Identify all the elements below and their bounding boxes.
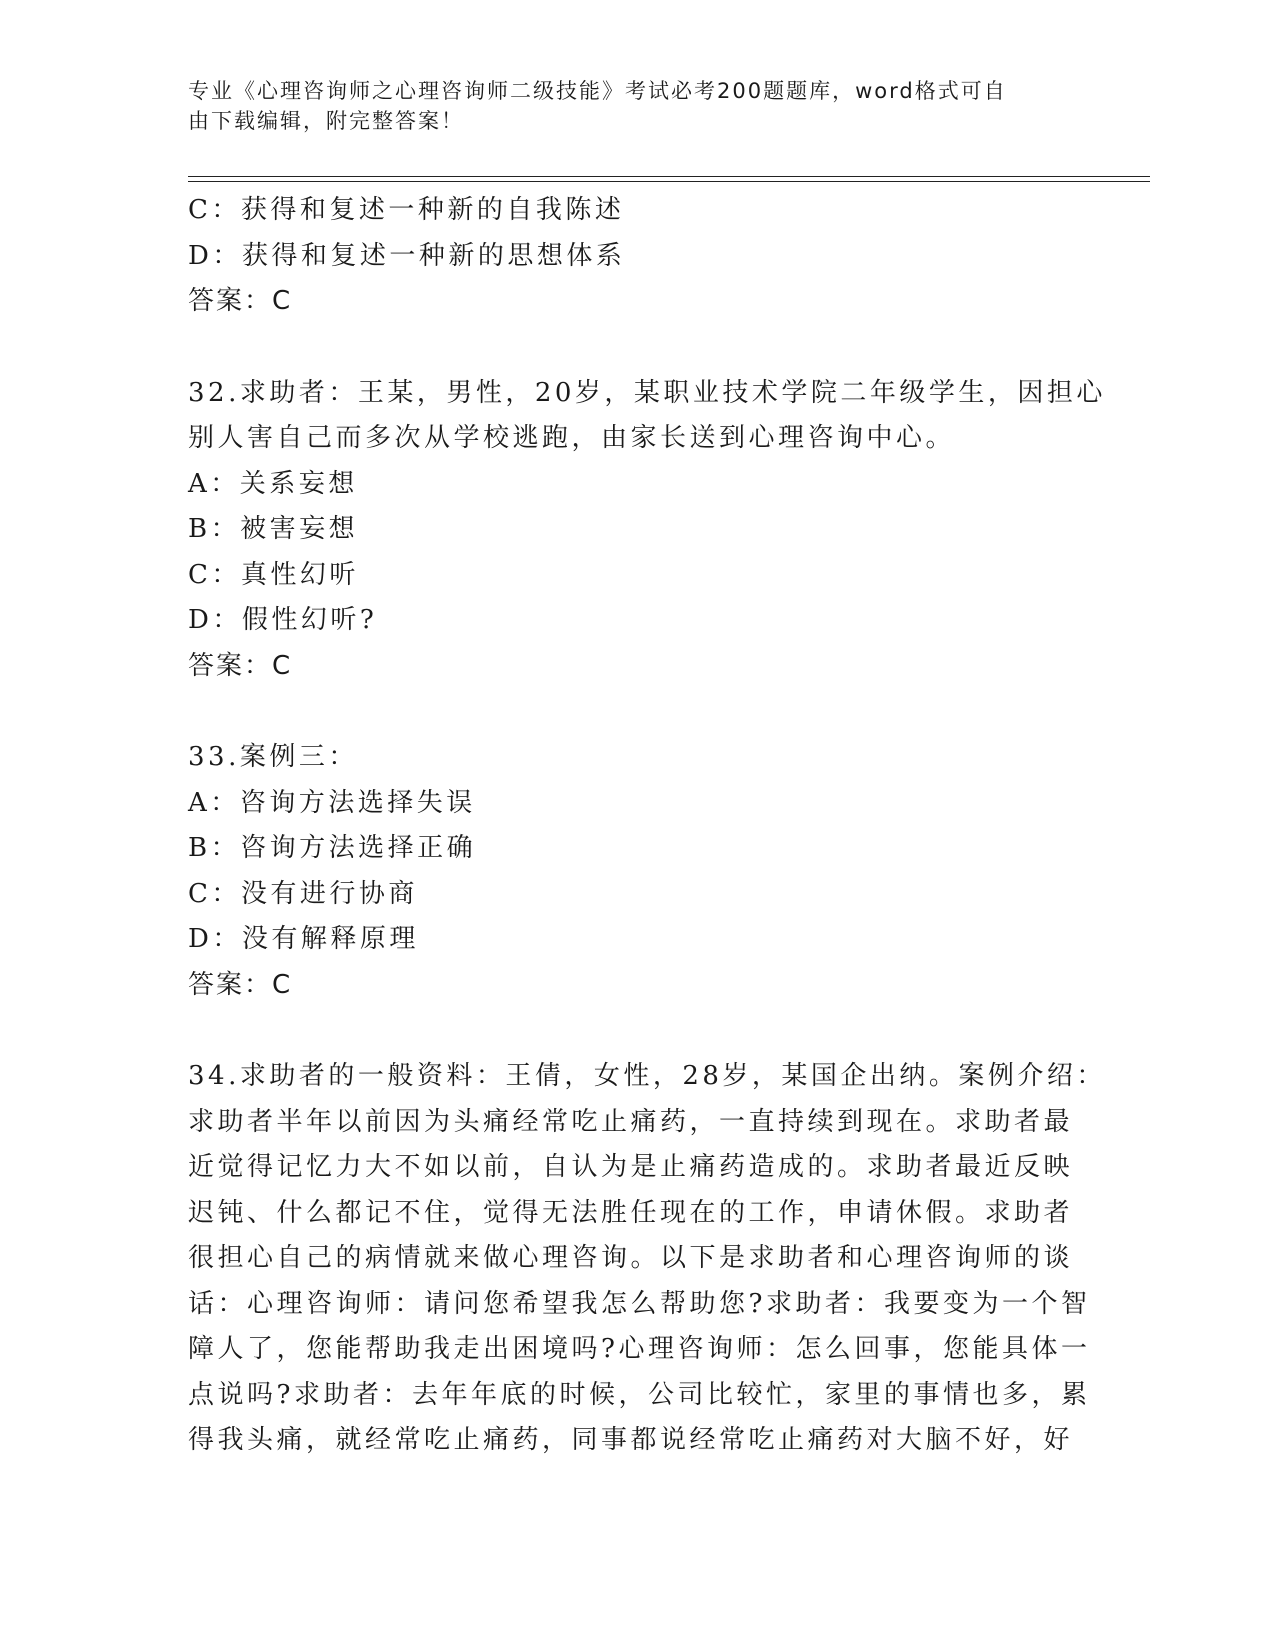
question-33-block	[188, 735, 1088, 1008]
q33-option-b: B：咨询方法选择正确	[188, 833, 477, 863]
q32-option-d: D：假性幻听?	[188, 605, 378, 635]
q32-stem-line-2: 别人害自己而多次从学校逃跑，由家长送到心理咨询中心。	[188, 423, 956, 453]
spacer	[188, 325, 1088, 371]
q33-option-d: D：没有解释原理	[188, 924, 419, 954]
question-31-block	[188, 188, 1088, 325]
header-divider-bottom	[188, 181, 1150, 182]
q32-option-c: C：真性幻听	[188, 559, 359, 590]
spacer	[188, 1008, 1088, 1054]
question-content	[188, 188, 1106, 1464]
q31-answer: 答案：C	[188, 286, 293, 316]
question-34-block	[188, 1054, 1106, 1464]
q34-stem-line: 近觉得记忆力大不如以前，自认为是止痛药造成的。求助者最近反映	[188, 1152, 1074, 1182]
q34-stem-line: 话：心理咨询师：请问您希望我怎么帮助您?求助者：我要变为一个智	[188, 1288, 1091, 1319]
header-line-1: 专业《心理咨询师之心理咨询师二级技能》考试必考200题题库，word格式可自	[188, 79, 1007, 103]
q32-stem-line-1: 32.求助者：王某，男性，20岁，某职业技术学院二年级学生，因担心	[188, 377, 1106, 408]
q32-answer: 答案：C	[188, 650, 293, 681]
question-32-block	[188, 371, 1106, 690]
q33-answer: 答案：C	[188, 969, 293, 1000]
q34-stem-line: 迟钝、什么都记不住，觉得无法胜任现在的工作，申请休假。求助者	[188, 1197, 1074, 1228]
header-line-2: 由下载编辑，附完整答案！	[188, 109, 464, 133]
q32-option-a: A：关系妄想	[188, 468, 358, 499]
q34-stem-line: 34.求助者的一般资料：王倩，女性，28岁，某国企出纳。案例介绍：	[188, 1061, 1106, 1091]
q33-option-a: A：咨询方法选择失误	[188, 787, 476, 818]
q34-stem-line: 得我头痛，就经常吃止痛药，同事都说经常吃止痛药对大脑不好，好	[188, 1425, 1074, 1455]
header-divider-top	[188, 176, 1150, 177]
spacer	[188, 689, 1088, 735]
q34-stem-line: 求助者半年以前因为头痛经常吃止痛药，一直持续到现在。求助者最	[188, 1106, 1074, 1137]
q31-option-c: C：获得和复述一种新的自我陈述	[188, 195, 625, 225]
q33-option-c: C：没有进行协商	[188, 878, 418, 909]
q31-option-d: D：获得和复述一种新的思想体系	[188, 240, 626, 271]
q33-stem: 33.案例三：	[188, 742, 358, 772]
q34-stem-line: 很担心自己的病情就来做心理咨询。以下是求助者和心理咨询师的谈	[188, 1243, 1074, 1273]
document-header	[188, 76, 1058, 136]
q34-stem-line: 点说吗?求助者：去年年底的时候，公司比较忙，家里的事情也多，累	[188, 1379, 1091, 1410]
q32-option-b: B：被害妄想	[188, 514, 359, 544]
q34-stem-line: 障人了，您能帮助我走出困境吗?心理咨询师：怎么回事，您能具体一	[188, 1334, 1091, 1364]
